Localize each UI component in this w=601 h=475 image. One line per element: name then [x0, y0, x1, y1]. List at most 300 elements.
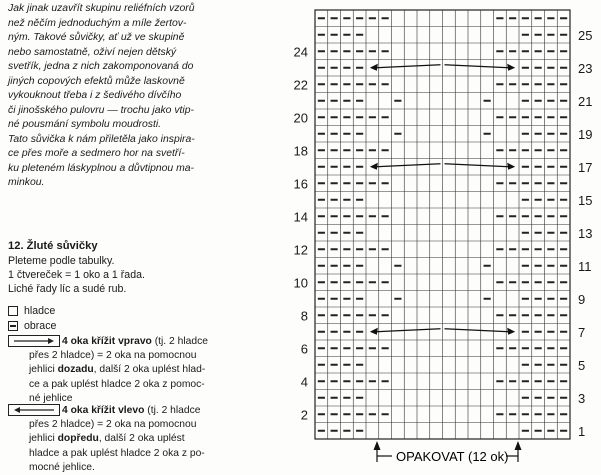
purl-mark — [356, 215, 363, 217]
purl-mark — [331, 199, 338, 201]
purl-mark — [547, 430, 554, 432]
purl-mark — [547, 166, 554, 168]
purl-mark — [496, 182, 503, 184]
purl-mark — [560, 232, 567, 234]
purl-mark — [343, 265, 350, 267]
purl-mark — [343, 397, 350, 399]
purl-mark — [331, 380, 338, 382]
purl-mark — [560, 430, 567, 432]
purl-mark — [356, 34, 363, 36]
purl-mark — [356, 100, 363, 102]
purl-mark — [496, 413, 503, 415]
purl-mark — [547, 397, 554, 399]
purl-mark — [343, 199, 350, 201]
row-label-right: 9 — [578, 291, 586, 307]
purl-mark — [522, 380, 529, 382]
purl-mark — [522, 166, 529, 168]
purl-mark — [356, 17, 363, 19]
cable-left-line3a: jehlici — [29, 433, 58, 445]
purl-mark — [535, 133, 542, 135]
purl-mark — [522, 149, 529, 151]
cable-right-line — [445, 329, 510, 332]
purl-mark — [318, 166, 325, 168]
purl-mark — [369, 281, 376, 283]
purl-mark — [382, 248, 389, 250]
purl-mark — [343, 116, 350, 118]
purl-mark — [547, 215, 554, 217]
purl-mark — [369, 116, 376, 118]
purl-mark — [522, 331, 529, 333]
purl-mark — [547, 199, 554, 201]
purl-mark — [356, 430, 363, 432]
purl-mark — [343, 83, 350, 85]
purl-mark — [356, 149, 363, 151]
purl-mark — [382, 281, 389, 283]
purl-mark — [522, 17, 529, 19]
cable-left-line — [376, 164, 441, 167]
purl-mark — [369, 248, 376, 250]
purl-mark — [522, 50, 529, 52]
purl-mark — [331, 83, 338, 85]
purl-mark — [318, 215, 325, 217]
row-label-right: 11 — [578, 258, 592, 274]
purl-mark — [560, 199, 567, 201]
purl-mark — [560, 116, 567, 118]
cable-right-line — [445, 164, 510, 167]
purl-mark — [331, 298, 338, 300]
purl-mark — [547, 281, 554, 283]
instructions-text: Pleteme podle tabulky. 1 čtvereček = 1 oko a 1 řada. Liché řady líc a sudé rub. — [8, 255, 145, 295]
purl-mark — [560, 331, 567, 333]
purl-mark — [496, 281, 503, 283]
row-label-left: 24 — [293, 44, 308, 60]
purl-mark — [484, 298, 491, 300]
purl-mark — [369, 17, 376, 19]
purl-mark — [343, 413, 350, 415]
purl-mark — [535, 34, 542, 36]
purl-mark — [522, 199, 529, 201]
purl-mark — [496, 248, 503, 250]
purl-mark — [509, 149, 516, 151]
purl-mark — [535, 430, 542, 432]
purl-mark — [343, 331, 350, 333]
purl-mark — [356, 182, 363, 184]
purl-mark — [318, 281, 325, 283]
purl-mark — [318, 232, 325, 234]
purl-mark — [343, 248, 350, 250]
purl-mark — [331, 248, 338, 250]
purl-mark — [331, 182, 338, 184]
purl-mark — [343, 314, 350, 316]
purl-mark — [356, 265, 363, 267]
purl-mark — [318, 133, 325, 135]
cable-right-line4: ce a pak uplést hladce 2 oka z pomoc- — [29, 378, 205, 390]
purl-mark — [331, 413, 338, 415]
purl-mark — [560, 281, 567, 283]
purl-mark — [509, 413, 516, 415]
row-label-left: 8 — [300, 308, 308, 324]
purl-mark — [547, 248, 554, 250]
purl-mark — [547, 232, 554, 234]
purl-mark — [382, 149, 389, 151]
purl-mark — [331, 133, 338, 135]
row-label-left: 20 — [293, 110, 308, 126]
purl-mark — [369, 50, 376, 52]
purl-mark — [535, 314, 542, 316]
purl-mark — [560, 182, 567, 184]
purl-mark — [356, 298, 363, 300]
purl-mark — [547, 116, 554, 118]
purl-mark — [522, 347, 529, 349]
purl-mark — [496, 215, 503, 217]
purl-mark — [318, 34, 325, 36]
purl-mark — [496, 116, 503, 118]
purl-mark — [522, 364, 529, 366]
purl-mark — [343, 347, 350, 349]
purl-mark — [484, 265, 491, 267]
purl-mark — [522, 232, 529, 234]
cable-right-arrow-icon — [507, 64, 515, 71]
purl-mark — [509, 50, 516, 52]
purl-mark — [547, 380, 554, 382]
purl-mark — [484, 133, 491, 135]
purl-mark — [356, 199, 363, 201]
purl-mark — [318, 116, 325, 118]
purl-mark — [356, 364, 363, 366]
purl-mark — [560, 34, 567, 36]
purl-mark — [331, 34, 338, 36]
row-label-right: 13 — [578, 225, 593, 241]
purl-mark — [318, 347, 325, 349]
cable-right-line3c: , další 2 oka uplést hlad- — [93, 364, 206, 376]
purl-mark — [535, 149, 542, 151]
purl-mark — [382, 347, 389, 349]
cable-left-line — [376, 329, 441, 332]
cable-right-direction: dozadu — [57, 364, 94, 376]
legend-purl-label: obrace — [24, 320, 57, 332]
purl-mark — [331, 364, 338, 366]
purl-mark — [547, 133, 554, 135]
repeat-label: OPAKOVAT (12 ok) — [396, 449, 509, 464]
purl-mark — [560, 364, 567, 366]
purl-mark — [535, 232, 542, 234]
purl-mark — [547, 83, 554, 85]
purl-mark — [382, 413, 389, 415]
purl-mark — [356, 413, 363, 415]
purl-mark — [343, 364, 350, 366]
purl-mark — [560, 83, 567, 85]
purl-mark — [343, 281, 350, 283]
purl-mark — [331, 397, 338, 399]
purl-mark — [560, 50, 567, 52]
purl-mark — [343, 149, 350, 151]
purl-mark — [509, 215, 516, 217]
purl-mark — [522, 397, 529, 399]
purl-mark — [560, 100, 567, 102]
purl-mark — [522, 34, 529, 36]
chart-grid — [315, 10, 570, 439]
cable-left-direction: dopředu — [57, 433, 99, 445]
purl-mark — [496, 314, 503, 316]
row-label-right: 7 — [578, 324, 586, 340]
purl-mark — [560, 248, 567, 250]
purl-mark — [522, 100, 529, 102]
purl-mark — [535, 347, 542, 349]
cable-left-arrow-icon — [370, 64, 378, 71]
purl-mark — [535, 413, 542, 415]
purl-mark — [369, 347, 376, 349]
purl-mark — [318, 182, 325, 184]
purl-mark — [382, 17, 389, 19]
row-label-left: 14 — [293, 209, 308, 225]
purl-mark — [331, 67, 338, 69]
row-label-left: 12 — [293, 242, 308, 258]
cable-right-title: 4 oka křížit vpravo — [62, 336, 152, 347]
purl-mark — [356, 331, 363, 333]
purl-mark — [522, 215, 529, 217]
cable-left-line1: (tj. 2 hladce — [144, 405, 201, 416]
cable-left-line2: přes 2 hladce) = 2 oka na pomocnou — [29, 419, 197, 431]
row-label-left: 2 — [300, 407, 308, 423]
purl-mark — [509, 347, 516, 349]
row-label-left: 4 — [300, 374, 308, 390]
purl-mark — [535, 265, 542, 267]
purl-mark — [496, 380, 503, 382]
purl-mark — [318, 331, 325, 333]
cable-left-line5: mocné jehlice. — [29, 461, 95, 473]
purl-mark — [343, 380, 350, 382]
purl-mark — [522, 67, 529, 69]
purl-mark — [535, 397, 542, 399]
purl-mark — [369, 380, 376, 382]
purl-mark — [547, 17, 554, 19]
purl-mark — [535, 380, 542, 382]
purl-mark — [535, 100, 542, 102]
purl-mark — [331, 166, 338, 168]
purl-mark — [318, 67, 325, 69]
purl-mark — [356, 166, 363, 168]
purl-mark — [369, 314, 376, 316]
purl-mark — [560, 166, 567, 168]
purl-mark — [343, 182, 350, 184]
purl-mark — [547, 298, 554, 300]
purl-mark — [356, 50, 363, 52]
purl-mark — [394, 133, 401, 135]
purl-mark — [522, 314, 529, 316]
cable-left-line4: hladce a pak uplést hladce 2 oka z po- — [29, 447, 205, 459]
purl-mark — [535, 67, 542, 69]
cable-left-arrow-icon — [370, 163, 378, 170]
purl-mark — [535, 166, 542, 168]
purl-mark — [547, 149, 554, 151]
purl-mark — [560, 347, 567, 349]
purl-mark — [535, 50, 542, 52]
row-label-right: 23 — [578, 60, 593, 76]
purl-mark — [318, 430, 325, 432]
purl-mark — [343, 430, 350, 432]
purl-mark — [356, 67, 363, 69]
legend-knit-label: hladce — [24, 305, 56, 317]
purl-mark — [369, 215, 376, 217]
purl-mark — [522, 248, 529, 250]
row-label-left: 16 — [293, 176, 308, 192]
row-label-right: 17 — [578, 159, 593, 175]
purl-mark — [496, 17, 503, 19]
purl-mark — [496, 50, 503, 52]
purl-mark — [560, 314, 567, 316]
cable-left-arrow-icon — [370, 328, 378, 335]
purl-mark — [509, 83, 516, 85]
purl-mark — [369, 149, 376, 151]
purl-mark — [547, 331, 554, 333]
purl-mark — [318, 17, 325, 19]
purl-mark — [535, 182, 542, 184]
purl-mark — [318, 298, 325, 300]
purl-mark — [356, 281, 363, 283]
cable-left-line — [376, 65, 441, 68]
purl-mark — [484, 100, 491, 102]
purl-mark — [343, 67, 350, 69]
purl-mark — [522, 83, 529, 85]
purl-mark — [343, 50, 350, 52]
purl-mark — [509, 281, 516, 283]
purl-mark — [356, 116, 363, 118]
purl-mark — [535, 331, 542, 333]
purl-mark — [535, 298, 542, 300]
purl-mark — [509, 248, 516, 250]
purl-mark — [547, 413, 554, 415]
purl-mark — [318, 199, 325, 201]
purl-mark — [382, 50, 389, 52]
cable-right-arrow-icon — [507, 163, 515, 170]
purl-mark — [547, 364, 554, 366]
purl-mark — [369, 83, 376, 85]
row-label-right: 3 — [578, 390, 586, 406]
purl-mark — [318, 149, 325, 151]
purl-mark — [318, 380, 325, 382]
cable-right-line5: né jehlice — [29, 392, 73, 404]
purl-mark — [509, 182, 516, 184]
purl-mark — [331, 100, 338, 102]
purl-mark — [560, 133, 567, 135]
row-label-right: 25 — [578, 27, 593, 43]
purl-mark — [331, 314, 338, 316]
purl-mark — [535, 116, 542, 118]
repeat-arrow-right-icon — [515, 441, 522, 450]
purl-mark — [318, 364, 325, 366]
purl-mark — [318, 413, 325, 415]
purl-mark — [382, 116, 389, 118]
purl-mark — [394, 265, 401, 267]
purl-mark — [356, 380, 363, 382]
purl-mark — [356, 397, 363, 399]
purl-mark — [560, 17, 567, 19]
purl-mark — [394, 100, 401, 102]
row-label-right: 15 — [578, 192, 593, 208]
purl-mark — [509, 17, 516, 19]
purl-mark — [560, 397, 567, 399]
purl-mark — [509, 314, 516, 316]
purl-mark — [356, 133, 363, 135]
cable-right-line3a: jehlici — [29, 364, 58, 376]
purl-mark — [509, 116, 516, 118]
purl-mark — [560, 215, 567, 217]
purl-mark — [331, 50, 338, 52]
section-title: 12. Žluté sůvičky — [8, 240, 98, 252]
row-label-left: 18 — [293, 143, 308, 159]
purl-mark — [522, 265, 529, 267]
purl-mark — [535, 199, 542, 201]
purl-mark — [522, 116, 529, 118]
purl-mark — [343, 232, 350, 234]
row-label-right: 19 — [578, 126, 593, 142]
cable-right-line2: přes 2 hladce) = 2 oka na pomocnou — [29, 350, 197, 362]
purl-mark — [318, 314, 325, 316]
purl-mark — [331, 265, 338, 267]
purl-mark — [547, 100, 554, 102]
purl-mark — [535, 83, 542, 85]
purl-mark — [331, 331, 338, 333]
purl-mark — [382, 83, 389, 85]
purl-mark — [394, 298, 401, 300]
repeat-arrow-left-icon — [374, 441, 381, 450]
purl-mark — [547, 67, 554, 69]
purl-mark — [535, 248, 542, 250]
purl-mark — [356, 232, 363, 234]
purl-mark — [547, 314, 554, 316]
row-label-left: 22 — [293, 77, 308, 93]
purl-mark — [356, 314, 363, 316]
purl-mark — [356, 83, 363, 85]
purl-mark — [356, 347, 363, 349]
purl-mark — [560, 67, 567, 69]
purl-mark — [560, 380, 567, 382]
purl-mark — [331, 232, 338, 234]
purl-mark — [535, 364, 542, 366]
purl-mark — [382, 380, 389, 382]
row-label-right: 21 — [578, 93, 593, 109]
purl-mark — [331, 149, 338, 151]
purl-mark — [343, 215, 350, 217]
purl-mark — [369, 413, 376, 415]
row-label-left: 10 — [293, 275, 308, 291]
purl-mark — [343, 133, 350, 135]
purl-mark — [343, 298, 350, 300]
purl-mark — [356, 248, 363, 250]
purl-mark — [522, 281, 529, 283]
cable-left-title: 4 oka křížit vlevo — [62, 405, 145, 416]
purl-mark — [331, 116, 338, 118]
purl-mark — [535, 281, 542, 283]
row-label-right: 1 — [578, 423, 586, 439]
purl-mark — [382, 215, 389, 217]
purl-mark — [343, 17, 350, 19]
cable-left-line3c: , další 2 oka uplést — [98, 433, 185, 445]
cable-right-arrow-icon — [507, 328, 515, 335]
cable-right-line1: (tj. 2 hladce — [151, 336, 208, 347]
intro-paragraph: Jak jinak uzavřít skupinu reliéfních vzorů než něčím jednoduchým a míle žertov- ným. Takové sůvičky, ať už ve skupině nebo samostatně, oživí nejen dětský svetřík, jedna z nich zakomponovaná do jiných copových efektů může laskovně vykouknout třeba i z šedivého dívčího či jinošského pulovru — trochu jako vtip- né pousmání symbolu moudrosti. Tato sůvička k nám přiletěla jako inspira- ce přes moře a sedmero hor na svetří- ku pleteném láskyplnou a důvtipnou ma- minkou. — [8, 3, 195, 188]
purl-mark — [496, 149, 503, 151]
purl-mark — [382, 314, 389, 316]
purl-mark — [547, 50, 554, 52]
purl-mark — [496, 83, 503, 85]
purl-mark — [318, 83, 325, 85]
purl-mark — [343, 100, 350, 102]
purl-mark — [318, 397, 325, 399]
row-label-right: 5 — [578, 357, 586, 373]
purl-mark — [331, 281, 338, 283]
purl-mark — [547, 182, 554, 184]
